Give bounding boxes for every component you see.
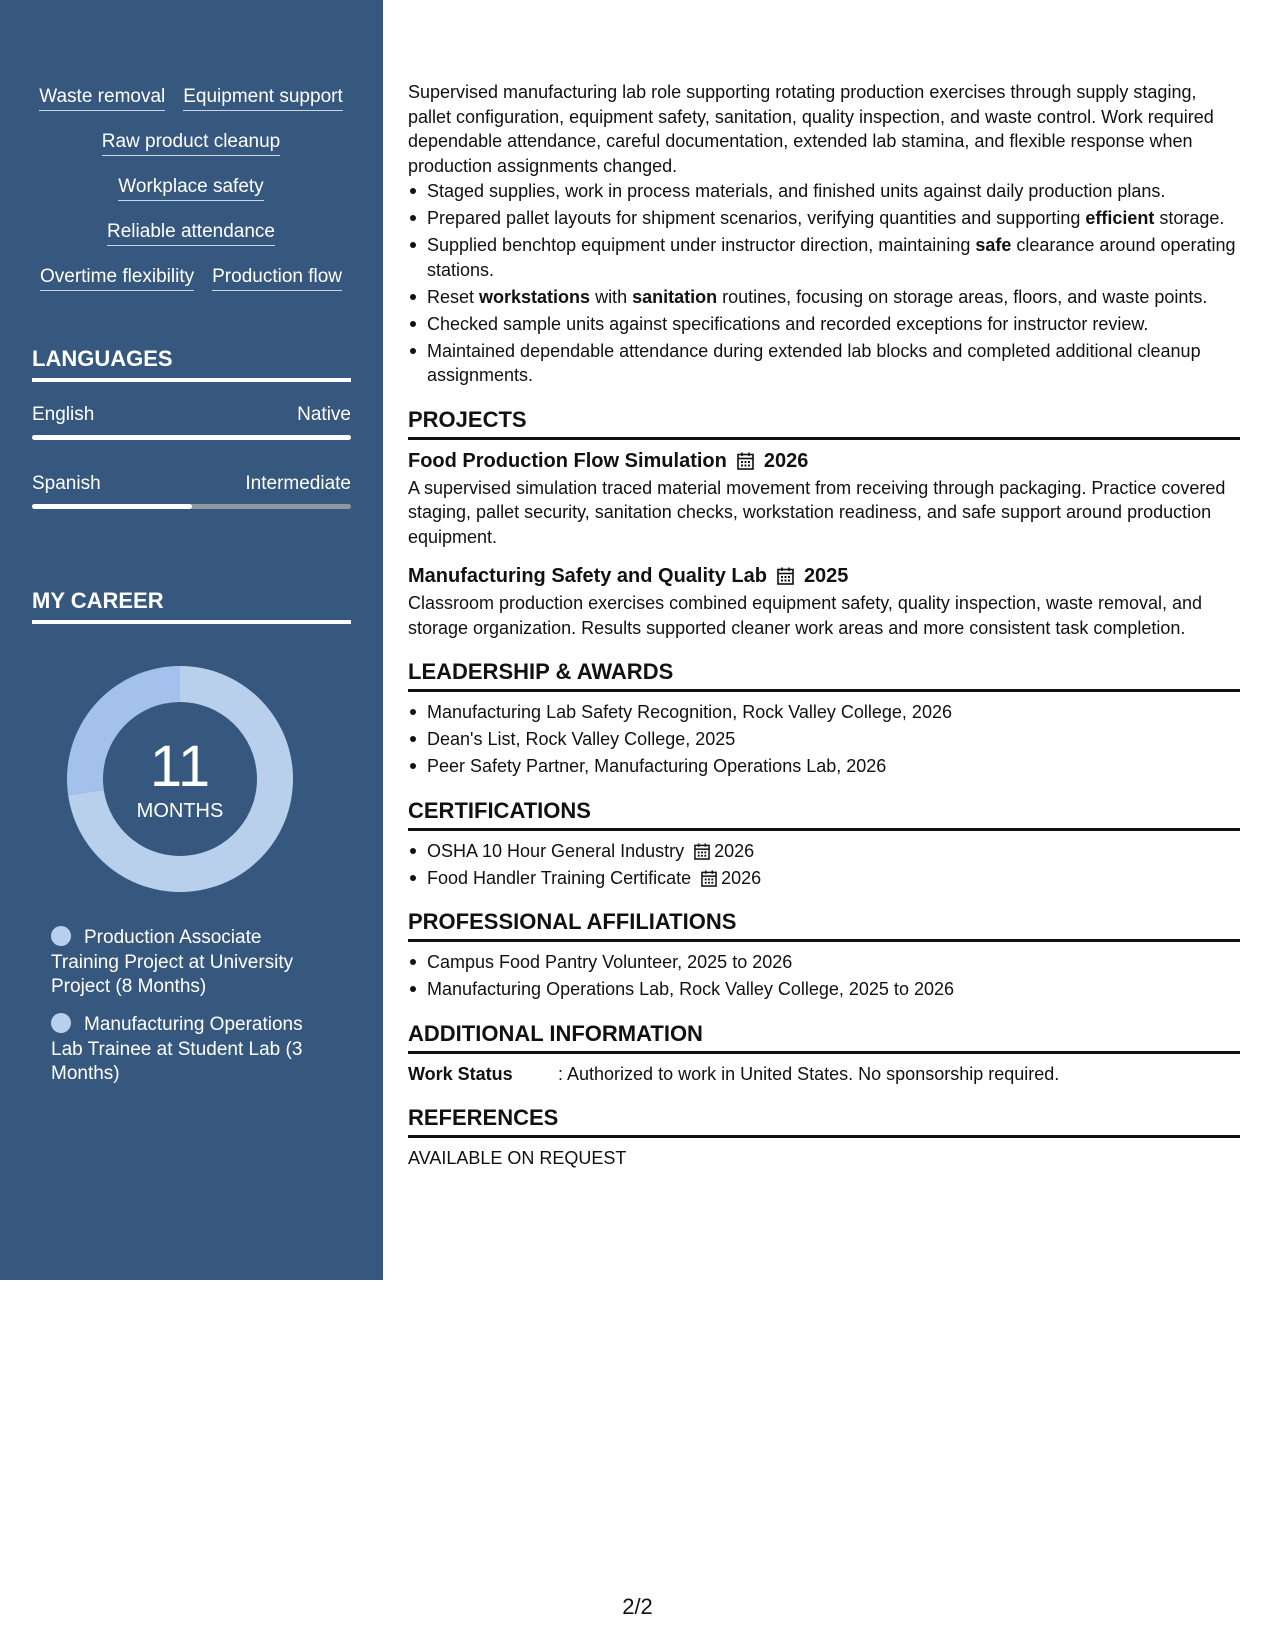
- experience-bullets: [408, 179, 1240, 388]
- list-item: Peer Safety Partner, Manufacturing Operations Lab, 2026: [408, 754, 1240, 779]
- skill-row: [30, 221, 352, 266]
- project-title: Food Production Flow Simulation: [408, 449, 727, 472]
- list-item: Manufacturing Operations Lab, Rock Valley College, 2025 to 2026: [408, 977, 1240, 1002]
- skill-row: [30, 266, 352, 311]
- language-item: [32, 404, 351, 440]
- language-bar-fill: [32, 435, 351, 440]
- skill-tag: Waste removal: [39, 86, 165, 111]
- career-item-text: Manufacturing Operations Lab Trainee at Student Lab (3 Months): [51, 1014, 303, 1084]
- career-total-unit: MONTHS: [136, 800, 224, 822]
- certification-name: Food Handler Training Certificate: [427, 867, 692, 888]
- bullet-text: with: [590, 286, 633, 307]
- career-item-text: Production Associate Training Project at University Project (8 Months): [51, 927, 294, 997]
- work-status-row: [408, 1062, 1240, 1087]
- skill-tag: Overtime flexibility: [40, 266, 194, 291]
- experience-bullet: [408, 233, 1240, 282]
- experience-bullet: [408, 285, 1240, 310]
- certifications-list: [408, 839, 1240, 891]
- certification-year: 2026: [714, 840, 755, 861]
- sidebar: [0, 0, 383, 1280]
- languages-heading: LANGUAGES: [32, 346, 351, 382]
- calendar-icon: [737, 448, 754, 474]
- project-description: Classroom production exercises combined equipment safety, quality inspection, waste removal, and storage organization. Results supported cleaner work areas and more consistent task completion.: [408, 593, 1203, 638]
- summary-text: Supervised manufacturing lab role supporting rotating production exercises through supply staging, pallet configuration, equipment safety, sanitation, quality inspection, and waste control. Work required dependable attendance, careful documentation, extended lab stamina, and flexible response when production assignments changed.: [408, 82, 1214, 176]
- language-level: Intermediate: [245, 473, 351, 494]
- certifications-heading: CERTIFICATIONS: [408, 797, 1240, 831]
- calendar-icon: [694, 843, 710, 860]
- affiliations-heading: PROFESSIONAL AFFILIATIONS: [408, 908, 1240, 942]
- projects-heading: PROJECTS: [408, 406, 1240, 440]
- skill-row: [30, 86, 352, 131]
- calendar-icon: [777, 563, 794, 589]
- language-bar: [32, 435, 351, 440]
- bullet-text: Maintained dependable attendance during extended lab blocks and completed additional cleanup assignments.: [427, 340, 1201, 385]
- additional-info-heading: ADDITIONAL INFORMATION: [408, 1020, 1240, 1054]
- work-status-value: : Authorized to work in United States. No sponsorship required.: [558, 1063, 1060, 1084]
- language-level: Native: [297, 404, 351, 425]
- project-year: 2026: [763, 449, 809, 472]
- career-total-months: 11: [149, 734, 211, 799]
- language-bar-fill: [32, 504, 192, 509]
- bullet-text: clearance around operating stations.: [427, 235, 1236, 280]
- experience-bullet: [408, 179, 1240, 204]
- list-item: [408, 866, 1240, 891]
- work-status-label: Work Status: [408, 1063, 513, 1084]
- career-item: [51, 1013, 321, 1087]
- references-text: AVAILABLE ON REQUEST: [408, 1148, 627, 1168]
- project-description: A supervised simulation traced material movement from receiving through packaging. Practice covered staging, pallet security, sanitation checks, workstation readiness, and safe support around production equipment.: [408, 477, 1226, 547]
- bullet-keyword: efficient: [1085, 208, 1155, 228]
- bullet-keyword: safe: [975, 235, 1012, 255]
- language-item: [32, 473, 351, 509]
- bullet-text: routines, focusing on storage areas, floors, and waste points.: [717, 286, 1208, 307]
- career-heading: MY CAREER: [32, 588, 351, 624]
- references-heading: REFERENCES: [408, 1104, 1240, 1138]
- experience-bullet: [408, 206, 1240, 231]
- list-item: Manufacturing Lab Safety Recognition, Rock Valley College, 2026: [408, 700, 1240, 725]
- bullet-text: Prepared pallet layouts for shipment scenarios, verifying quantities and supporting: [427, 208, 1086, 228]
- language-name: English: [32, 404, 95, 425]
- legend-dot-icon: [51, 926, 71, 946]
- main-content: [408, 80, 1240, 1171]
- skill-tag: Raw product cleanup: [102, 131, 281, 156]
- skill-tag: Workplace safety: [118, 176, 263, 201]
- language-name: Spanish: [32, 473, 101, 494]
- certification-name: OSHA 10 Hour General Industry: [427, 840, 685, 861]
- project-title-row: [408, 563, 1240, 589]
- skills-list: [30, 86, 352, 311]
- bullet-keyword: workstations: [479, 286, 591, 307]
- skill-row: [30, 176, 352, 221]
- list-item: [408, 839, 1240, 864]
- project-title: Manufacturing Safety and Quality Lab: [408, 565, 767, 587]
- affiliations-list: [408, 950, 1240, 1002]
- experience-bullet: [408, 339, 1240, 388]
- skill-tag: Production flow: [212, 266, 342, 291]
- calendar-icon: [701, 870, 717, 887]
- skill-row: [30, 131, 352, 176]
- project-title-row: [408, 448, 1240, 474]
- awards-list: [408, 700, 1240, 779]
- awards-heading: LEADERSHIP & AWARDS: [408, 658, 1240, 692]
- experience-bullet: [408, 312, 1240, 337]
- list-item: Campus Food Pantry Volunteer, 2025 to 2026: [408, 950, 1240, 975]
- language-bar: [32, 504, 351, 509]
- bullet-text: Supplied benchtop equipment under instructor direction, maintaining: [427, 235, 976, 255]
- page-number: 2/2: [622, 1594, 653, 1619]
- bullet-text: Reset: [427, 286, 480, 307]
- career-item: [51, 926, 321, 1000]
- certification-year: 2026: [721, 867, 762, 888]
- bullet-text: storage.: [1154, 208, 1225, 228]
- bullet-text: Staged supplies, work in process materials, and finished units against daily production plans.: [427, 181, 1166, 201]
- list-item: Dean's List, Rock Valley College, 2025: [408, 727, 1240, 752]
- skill-tag: Reliable attendance: [107, 221, 275, 246]
- project-year: 2025: [803, 565, 849, 587]
- skill-tag: Equipment support: [183, 86, 343, 111]
- bullet-text: Checked sample units against specifications and recorded exceptions for instructor review.: [427, 313, 1149, 334]
- legend-dot-icon: [51, 1013, 71, 1033]
- bullet-keyword: sanitation: [632, 286, 718, 307]
